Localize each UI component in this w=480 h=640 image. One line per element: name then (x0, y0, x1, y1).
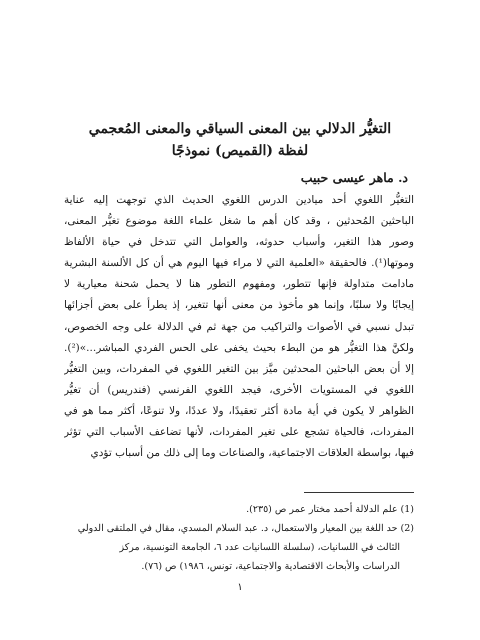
body-line: تبدل نسبي في الأصوات والتراكيب من جهة ثم في الدلالة على وجه الخصوص، (64, 320, 414, 333)
footnote-2-continued: الثالث في اللسانيات، (سلسلة اللسانيات عدد ٦، الجامعة التونسية، مركز (119, 542, 400, 553)
body-line: الظواهر لا يكون في أية مادة أكثر تعقيدًا، ولا عددًا، ولا تنوعًا، أكثر مما هو في (64, 404, 414, 417)
footnotes (64, 500, 414, 576)
body-line: وموتها(¹). فالحقيقة «العلمية التي لا مراء فيها اليوم هي أن كل الألسنة البشرية (64, 257, 414, 270)
body-line: وصور هذا التغير، وأسباب حدوثه، والعوامل التي تتدخل في حياة الألفاظ (64, 236, 414, 249)
body-line: مادامت متداولة فإنها تتطور، ومفهوم التطور هنا لا يحمل شحنة معيارية لا (64, 278, 414, 291)
footnote-divider (304, 492, 414, 493)
document-subtitle: لفظة (القميص) نموذجًا (171, 143, 309, 159)
body-text (64, 190, 414, 464)
body-line: المفردات، فالحياة تشجع على تغير المفردات، لأنها تضاعف الأسباب التي تؤثر (64, 426, 414, 439)
page-number: ١ (237, 582, 243, 593)
footnote-2-continued: الدراسات والأبحاث الاقتصادية والاجتماعية، تونس، ١٩٨٦) ص (٧٦). (141, 561, 400, 572)
body-line: التغيُّر اللغوي أحد ميادين الدرس اللغوي الحديث الذي توجهت إليه عناية (64, 194, 414, 206)
body-line: ولكنَّ هذا التغيُّر هو من البطء بحيث يخفى على الحس الفردي المباشر...»(²). (64, 341, 414, 354)
body-line: إلا أن بعض الباحثين المحدثين ميَّز بين التغير اللغوي في المفردات، وبين التغيُّر (64, 362, 414, 375)
footnote-2: (2) حد اللغة بين المعيار والاستعمال، د. عبد السلام المسدي، مقال في الملتقى الدولي (77, 523, 414, 534)
document-title: التغيُّر الدلالي بين المعنى السياقي والمعنى المُعجمي (88, 121, 392, 137)
body-line: اللغوي في المستويات الأخرى، فيجد اللغوي الفرنسي (فندريس) أن تغيُّر (64, 383, 414, 396)
footnote-1: (1) علم الدلالة أحمد مختار عمر ص (٢٣٥). (246, 504, 414, 515)
author-name: د. ماهر عيسى حبيب (300, 170, 408, 185)
body-line: فيها، بواسطة العلاقات الاجتماعية، والصناعات وما إلى ذلك من أسباب تؤدي (90, 447, 414, 460)
body-line: إيجابًا ولا سلبًا، وإنما هو مأخوذ من معنى أنها تتغير، إذ يطرأ على بعض أجزائها (64, 299, 414, 312)
body-line: الباحثين المُحدثين ، وقد كان أهم ما شغل علماء اللغة موضوع تغيُّر المعنى، (64, 215, 414, 228)
